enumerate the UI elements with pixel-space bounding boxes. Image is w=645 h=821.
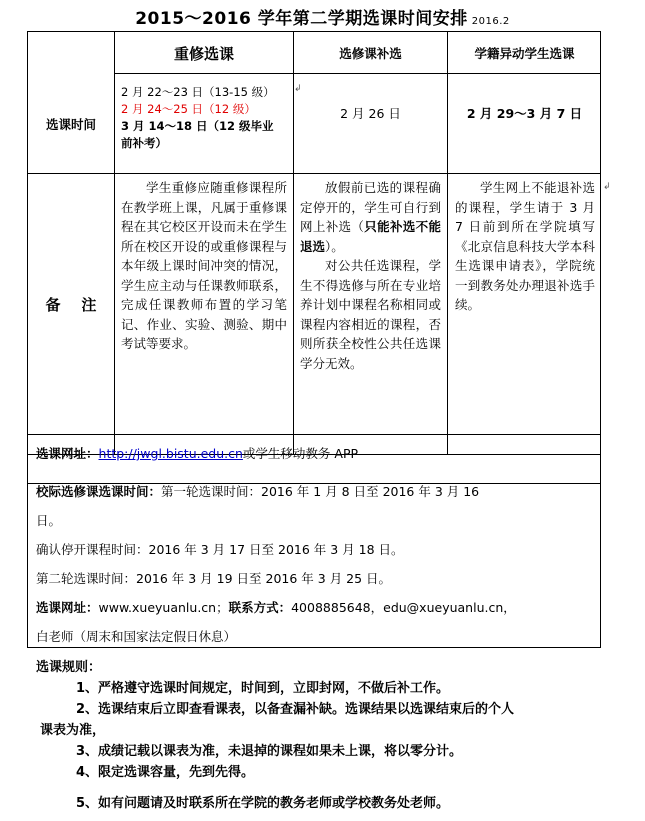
intercollege-round1: 第一轮选课时间：2016 年 1 月 8 日至 2016 年 3 月 16 [161, 484, 480, 499]
intercollege-contact2: 白老师（周末和国家法定假日休息） [36, 629, 237, 644]
table-divider [28, 434, 600, 435]
row-label-notes: 备 注 [45, 295, 97, 314]
intercollege-site-label: 选课网址： [36, 600, 99, 615]
time-makeup: 2 月 26 日 [340, 106, 401, 121]
note-makeup [300, 178, 441, 373]
table-divider [447, 32, 448, 454]
return-mark-icon: ↲ [603, 182, 611, 192]
rule-item: 1、严格遵守选课时间规定，时间到，立即封网，不做后补工作。 [76, 681, 450, 696]
title-date: 2016.2 [471, 16, 510, 27]
header-makeup: 选修课补选 [339, 46, 402, 61]
intercollege-contact-label: 联系方式： [228, 600, 292, 615]
time-retake-line: 2 月 22～23 日（13-15 级） [121, 85, 275, 99]
table-divider [114, 32, 115, 454]
intercollege-text [36, 477, 594, 651]
intercollege-site[interactable]: www.xueyuanlu.cn； [98, 600, 229, 615]
page-title [0, 4, 645, 29]
intercollege-label: 校际选修课选课时间： [36, 484, 162, 499]
time-retake-line: 3 月 14～18 日（12 级毕业 [121, 119, 274, 133]
time-transfer: 2 月 29～3 月 7 日 [466, 106, 583, 121]
table-divider [27, 483, 601, 484]
intercollege-round2: 第二轮选课时间：2016 年 3 月 19 日至 2016 年 3 月 25 日。 [36, 571, 392, 586]
rule-item: 3、成绩记载以课表为准，未退掉的课程如果未上课，将以零分计。 [76, 744, 463, 759]
table-divider [293, 32, 294, 454]
note-makeup-text: 对公共任选课程，学生不得选修与所在专业培养计划中课程名称相同或课程内容相近的课程，否则所获全校性公共任选课学分无效。 [300, 258, 441, 371]
website-label: 选课网址： [36, 446, 99, 461]
intercollege-round1-cont: 日。 [36, 513, 62, 528]
note-makeup-bold: 只能补选不能退选 [300, 219, 441, 254]
intercollege-contact: 4008885648，edu@xueyuanlu.cn， [291, 600, 516, 615]
website-suffix: 或学生移动教务 APP [242, 446, 359, 461]
header-retake: 重修选课 [173, 44, 234, 63]
rule-item-cont: 课表为准， [40, 723, 106, 738]
header-transfer: 学籍异动学生选课 [474, 46, 575, 61]
time-retake-line: 前补考） [121, 136, 167, 150]
rules-heading: 选课规则： [36, 660, 102, 675]
schedule-table [27, 31, 611, 461]
website-link[interactable]: http://jwgl.bistu.edu.cn [98, 446, 243, 461]
note-transfer: 学生网上不能退补选的课程，学生请于 3 月 7 日前到所在学院填写《北京信息科技大学本科生选课申请表》，学院统一到教务处办理退补选手续。 [455, 180, 595, 312]
rule-item: 5、如有问题请及时联系所在学院的教务老师或学校教务处老师。 [76, 796, 450, 811]
rule-item: 2、选课结束后立即查看课表，以备查漏补缺。选课结果以选课结束后的个人 [76, 702, 515, 717]
time-retake [121, 84, 293, 152]
note-retake: 学生重修应随重修课程所在教学班上课，凡属于重修课程在其它校区开设而未在学生所在校区开设的或重修课程与本年级上课时间冲突的情况，学生应主动与任课教师联系，完成任课教师布置的学习笔记、作业、实验、测验、期中考试等要求。 [121, 180, 287, 351]
rule-item: 4、限定选课容量，先到先得。 [76, 765, 255, 780]
intercollege-confirm: 确认停开课程时间：2016 年 3 月 17 日至 2016 年 3 月 18 日。 [36, 542, 404, 557]
title-text: 2015～2016 学年第二学期选课时间安排 [135, 9, 468, 29]
row-label-time: 选课时间 [45, 116, 96, 132]
note-makeup-text: ）。 [325, 238, 344, 254]
note-makeup-text: 放假前已选的课程确定停开的，学生可自行到网上补选（ [300, 180, 441, 234]
time-retake-line-red: 2 月 24～25 日（12 级） [121, 102, 256, 116]
return-mark-icon: ↲ [294, 84, 302, 94]
